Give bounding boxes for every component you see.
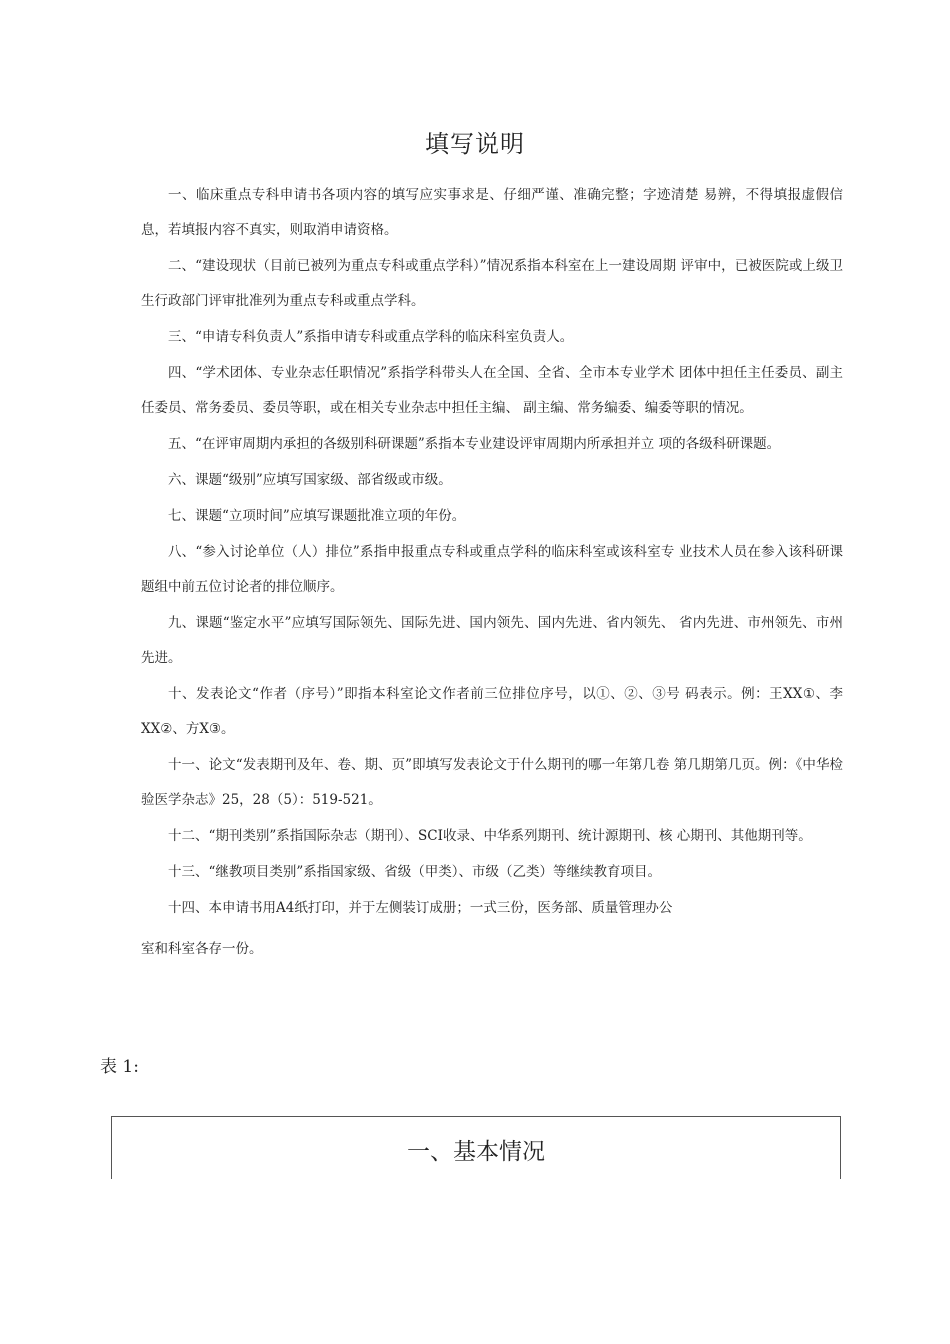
instruction-item-4: 四、“学术团体、专业杂志任职情况”系指学科带头人在全国、全省、全市本专业学术 团体中担任主任委员、副主任委员、常务委员、委员等职，或在相关专业杂志中担任主编、 副主编、常务编委、编委等职的情况。 <box>141 365 843 416</box>
instruction-item-11: 十一、论文“发表期刊及年、卷、期、页”即填写发表论文于什么期刊的哪一年第几卷 第几期第几页。例：《中华检验医学杂志》25，28（5）：519-521。 <box>141 757 843 808</box>
instruction-item-14-continued: 室和科室各存一份。 <box>141 941 263 957</box>
instruction-item-2: 二、“建设现状（目前已被列为重点专科或重点学科）”情况系指本科室在上一建设周期 评审中，已被医院或上级卫生行政部门评审批准列为重点专科或重点学科。 <box>141 258 843 309</box>
instruction-item-9: 九、课题“鉴定水平”应填写国际领先、国际先进、国内领先、国内先进、省内领先、 省内先进、市州领先、市州先进。 <box>141 615 843 666</box>
instructions-body <box>141 178 843 967</box>
instruction-item-6: 六、课题“级别”应填写国家级、部省级或市级。 <box>168 472 452 488</box>
instruction-item-13: 十三、“继教项目类别”系指国家级、省级（甲类）、市级（乙类）等继续教育项目。 <box>168 864 662 880</box>
page-title: 填写说明 <box>425 130 525 158</box>
instruction-item-5: 五、“在评审周期内承担的各级别科研课题”系指本专业建设评审周期内所承担并立 项的各级科研课题。 <box>168 436 781 452</box>
basic-info-table <box>111 1116 841 1179</box>
instruction-item-3: 三、“申请专科负责人”系指申请专科或重点学科的临床科室负责人。 <box>168 329 574 345</box>
instruction-item-14: 十四、本申请书用A4纸打印，并于左侧装订成册；一式三份，医务部、质量管理办公 <box>168 900 673 916</box>
instruction-item-7: 七、课题“立项时间”应填写课题批准立项的年份。 <box>168 508 466 524</box>
section-title: 一、基本情况 <box>407 1139 545 1165</box>
instruction-item-12: 十二、“期刊类别”系指国际杂志（期刊）、SCI收录、中华系列期刊、统计源期刊、核 心期刊、其他期刊等。 <box>168 828 812 844</box>
instruction-item-10: 十、发表论文“作者（序号）”即指本科室论文作者前三位排位序号，以①、②、③号 码表示。例：王XX①、李XX②、方X③。 <box>141 686 843 737</box>
instruction-item-1: 一、临床重点专科申请书各项内容的填写应实事求是、仔细严谨、准确完整；字迹清楚 易辨，不得填报虚假信息，若填报内容不真实，则取消申请资格。 <box>141 187 843 238</box>
table-label: 表 1: <box>100 1057 139 1077</box>
instruction-item-8: 八、“参入讨论单位（人）排位”系指申报重点专科或重点学科的临床科室或该科室专 业技术人员在参入该科研课题组中前五位讨论者的排位顺序。 <box>141 544 843 595</box>
